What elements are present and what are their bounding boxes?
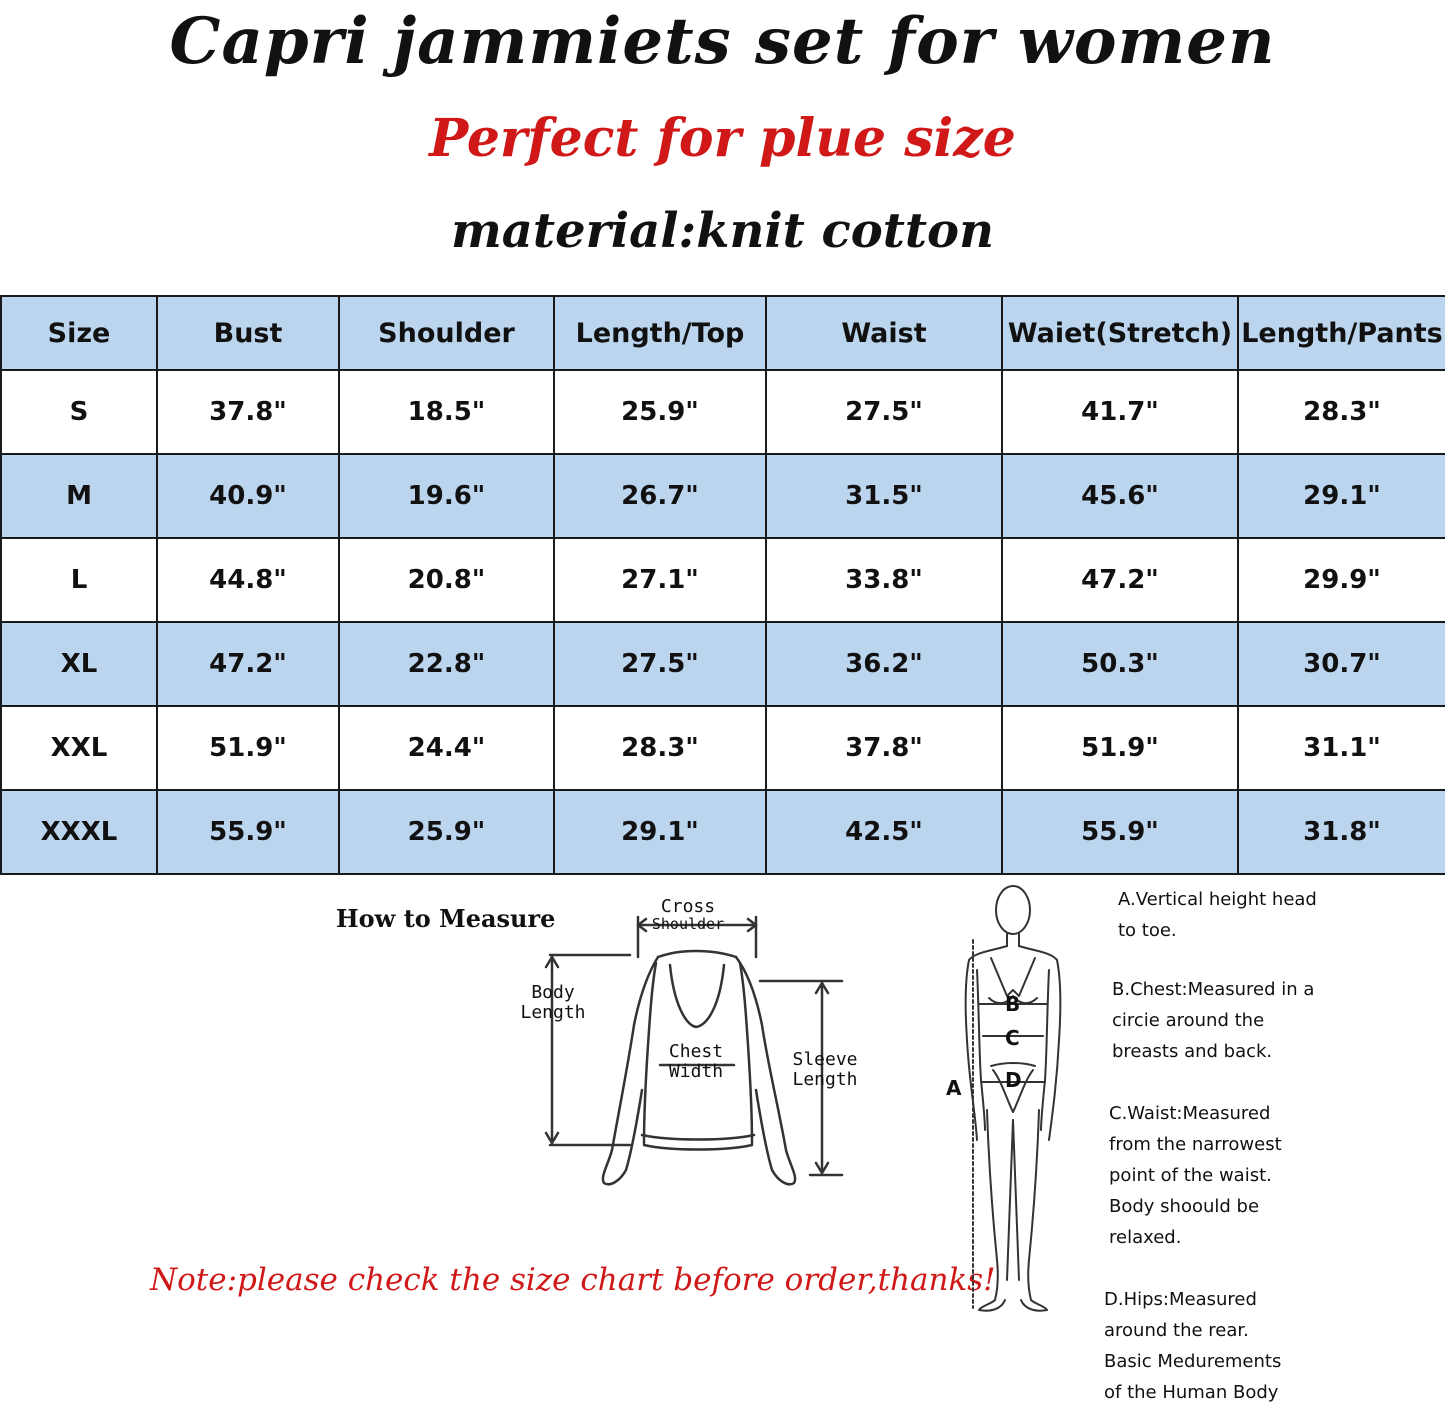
table-cell: 47.2" [1002, 538, 1238, 622]
description-line: C.Waist:Measured [1109, 1103, 1271, 1124]
table-cell: 29.1" [1238, 454, 1445, 538]
table-cell: 36.2" [766, 622, 1002, 706]
description-d [1104, 1284, 1281, 1408]
how-to-measure-heading: How to Measure [336, 904, 556, 933]
table-cell: 50.3" [1002, 622, 1238, 706]
table-cell: 31.1" [1238, 706, 1445, 790]
sleeve-length-label [780, 1050, 870, 1090]
size-chart-table [0, 295, 1445, 875]
page-subtitle: Perfect for plue size [429, 108, 1016, 169]
description-line: Basic Medurements [1104, 1351, 1282, 1372]
body-label-b: B [1005, 992, 1021, 1016]
order-note: Note:please check the size chart before order,thanks! [150, 1262, 996, 1298]
table-cell: 28.3" [1238, 370, 1445, 454]
table-cell: L [1, 538, 157, 622]
table-cell: XL [1, 622, 157, 706]
description-c [1109, 1098, 1282, 1253]
table-cell: 33.8" [766, 538, 1002, 622]
table-row [1, 790, 1445, 874]
table-row [1, 622, 1445, 706]
sleeve-length-line-1: Sleeve [792, 1049, 858, 1070]
body-length-line-1: Body [531, 982, 575, 1003]
table-header-row [1, 296, 1445, 370]
cross-shoulder-line-2: Shoulder [651, 915, 725, 933]
description-line: B.Chest:Measured in a [1112, 979, 1315, 1000]
table-cell: 37.8" [766, 706, 1002, 790]
header-waist: Waist [766, 296, 1002, 370]
table-row [1, 454, 1445, 538]
body-label-a: A [946, 1076, 962, 1100]
table-cell: 24.4" [339, 706, 554, 790]
table-cell: 47.2" [157, 622, 339, 706]
table-row [1, 370, 1445, 454]
table-cell: 55.9" [157, 790, 339, 874]
cross-shoulder-label [648, 897, 728, 931]
description-line: to toe. [1118, 920, 1177, 941]
description-line: circie around the [1112, 1010, 1265, 1031]
table-cell: 30.7" [1238, 622, 1445, 706]
table-cell: 28.3" [554, 706, 766, 790]
header-shoulder: Shoulder [339, 296, 554, 370]
header-length-pants: Length/Pants [1238, 296, 1445, 370]
table-cell: 18.5" [339, 370, 554, 454]
table-cell: XXXL [1, 790, 157, 874]
description-line: breasts and back. [1112, 1041, 1273, 1062]
table-cell: 51.9" [157, 706, 339, 790]
table-cell: 19.6" [339, 454, 554, 538]
table-row [1, 706, 1445, 790]
header-size: Size [1, 296, 157, 370]
header-waist-stretch: Waiet(Stretch) [1002, 296, 1238, 370]
table-cell: 40.9" [157, 454, 339, 538]
description-line: point of the waist. [1109, 1165, 1272, 1186]
body-label-d: D [1005, 1068, 1022, 1092]
table-cell: 41.7" [1002, 370, 1238, 454]
table-cell: 37.8" [157, 370, 339, 454]
description-line: around the rear. [1104, 1320, 1249, 1341]
table-cell: 25.9" [554, 370, 766, 454]
cross-shoulder-line-1: Cross [660, 896, 716, 917]
page-title: Capri jammiets set for women [169, 4, 1276, 79]
body-length-line-2: Length [520, 1002, 586, 1023]
table-cell: 27.5" [766, 370, 1002, 454]
table-cell: 25.9" [339, 790, 554, 874]
table-cell: 44.8" [157, 538, 339, 622]
table-cell: S [1, 370, 157, 454]
header-length-top: Length/Top [554, 296, 766, 370]
table-cell: 29.9" [1238, 538, 1445, 622]
table-cell: 42.5" [766, 790, 1002, 874]
table-cell: 31.8" [1238, 790, 1445, 874]
description-line: relaxed. [1109, 1227, 1182, 1248]
table-cell: 27.1" [554, 538, 766, 622]
table-cell: 27.5" [554, 622, 766, 706]
material-text: material:knit cotton [451, 203, 994, 259]
table-cell: 55.9" [1002, 790, 1238, 874]
table-cell: 22.8" [339, 622, 554, 706]
description-b [1112, 974, 1314, 1067]
description-line: from the narrowest [1109, 1134, 1282, 1155]
table-cell: 26.7" [554, 454, 766, 538]
description-line: A.Vertical height head [1118, 889, 1317, 910]
chest-width-line-2: Width [668, 1061, 724, 1082]
chest-width-label [656, 1042, 736, 1082]
body-length-label [508, 983, 598, 1023]
description-line: of the Human Body [1104, 1382, 1279, 1403]
table-row [1, 538, 1445, 622]
table-cell: 45.6" [1002, 454, 1238, 538]
chest-width-line-1: Chest [668, 1041, 724, 1062]
sleeve-length-line-2: Length [792, 1069, 858, 1090]
table-cell: 31.5" [766, 454, 1002, 538]
table-cell: 51.9" [1002, 706, 1238, 790]
table-cell: XXL [1, 706, 157, 790]
body-label-c: C [1005, 1026, 1020, 1050]
table-cell: M [1, 454, 157, 538]
header-bust: Bust [157, 296, 339, 370]
description-line: D.Hips:Measured [1104, 1289, 1257, 1310]
table-cell: 29.1" [554, 790, 766, 874]
description-a [1118, 884, 1317, 946]
description-line: Body shoould be [1109, 1196, 1260, 1217]
body-figure-diagram [935, 880, 1075, 1320]
table-cell: 20.8" [339, 538, 554, 622]
